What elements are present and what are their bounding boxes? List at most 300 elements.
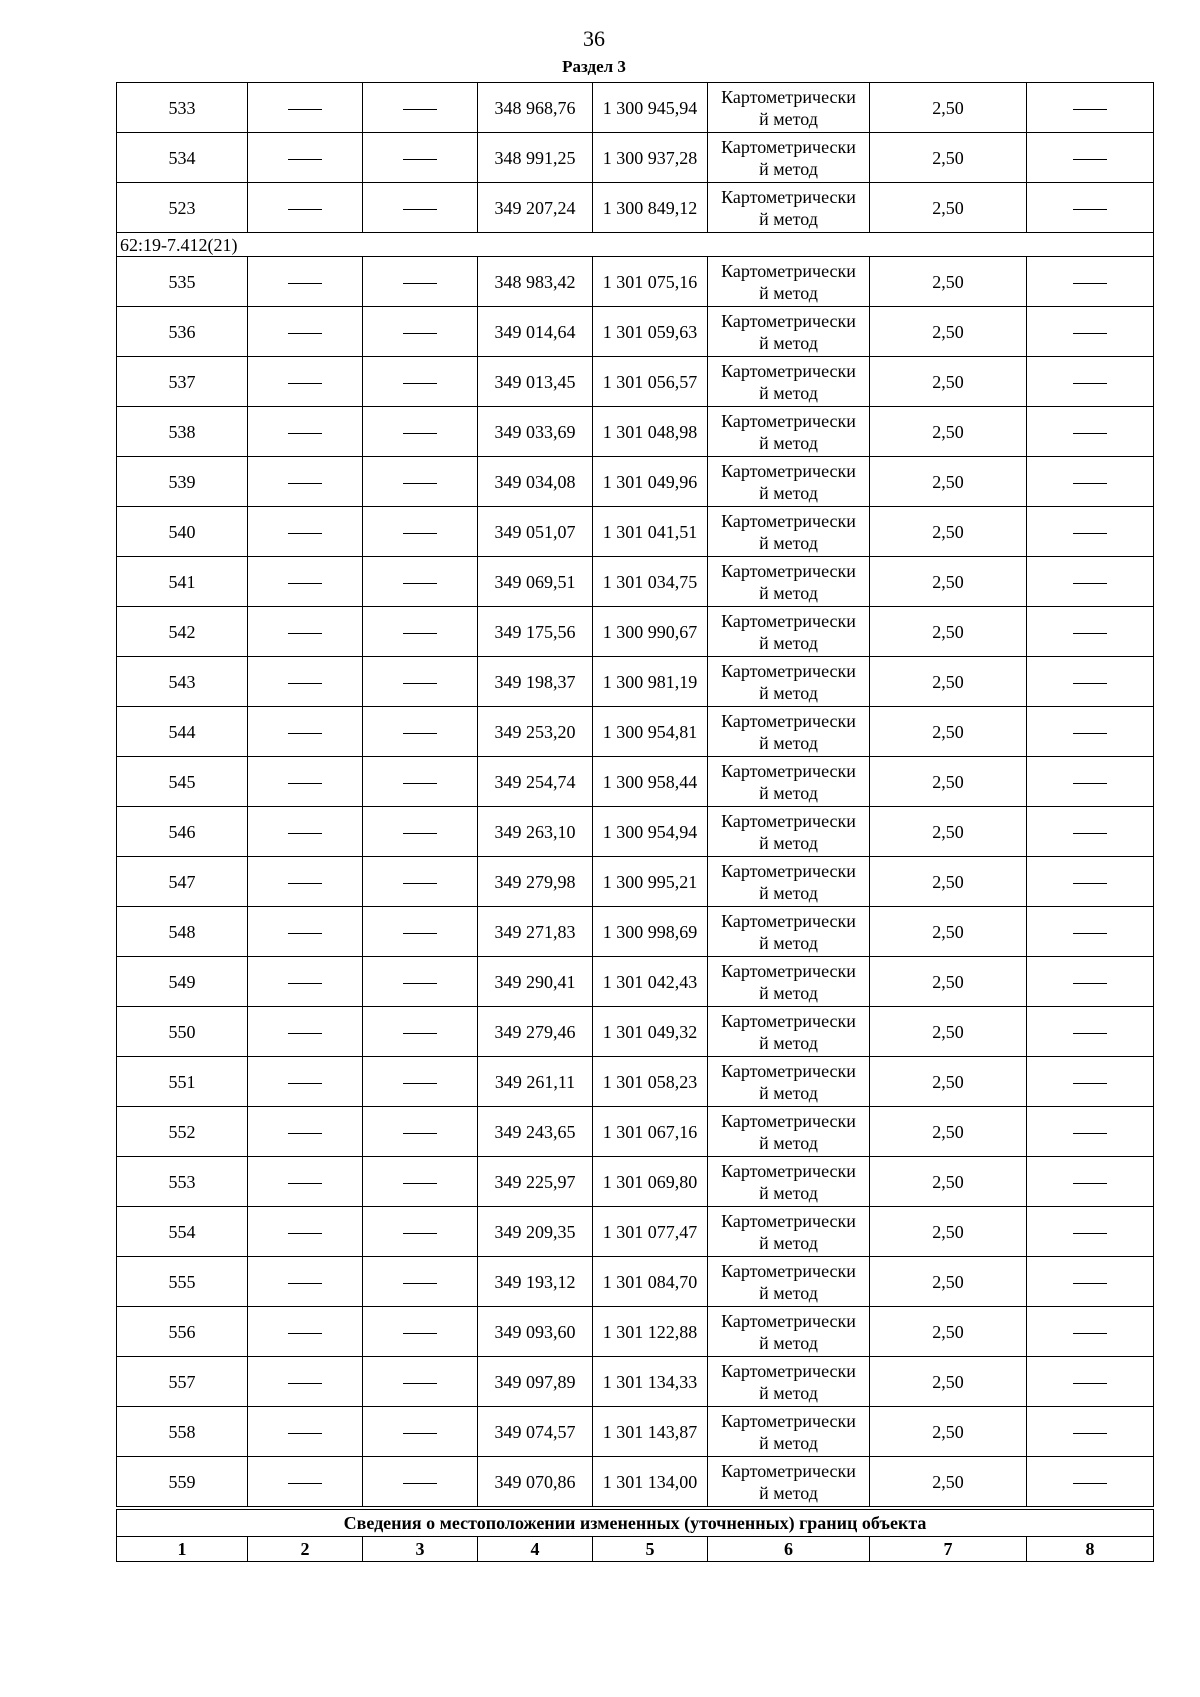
point-number-cell: 544 — [117, 707, 248, 757]
dash-mark — [288, 783, 322, 784]
x-coordinate-cell: 349 193,12 — [478, 1257, 593, 1307]
method-line-2: й метод — [759, 832, 818, 853]
old-x-cell — [248, 557, 363, 607]
method-line-2: й метод — [759, 282, 818, 303]
y-coordinate-cell: 1 301 134,33 — [593, 1357, 708, 1407]
point-number-cell: 546 — [117, 807, 248, 857]
description-cell — [1027, 907, 1154, 957]
description-cell — [1027, 607, 1154, 657]
dash-mark — [1073, 1283, 1107, 1284]
old-x-cell — [248, 1457, 363, 1509]
accuracy-cell: 2,50 — [870, 1407, 1027, 1457]
method-line-2: й метод — [759, 1382, 818, 1403]
method-line-1: Картометрически — [721, 136, 856, 157]
method-cell — [708, 1207, 870, 1257]
dash-mark — [403, 1333, 437, 1334]
dash-mark — [1073, 1033, 1107, 1034]
accuracy-cell: 2,50 — [870, 1107, 1027, 1157]
point-number-cell: 533 — [117, 83, 248, 133]
dash-mark — [1073, 1383, 1107, 1384]
method-line-1: Картометрически — [721, 186, 856, 207]
old-y-cell — [363, 357, 478, 407]
method-line-2: й метод — [759, 732, 818, 753]
dash-mark — [288, 483, 322, 484]
section-title: Раздел 3 — [562, 57, 626, 76]
x-coordinate-cell: 348 991,25 — [478, 133, 593, 183]
point-number-cell: 540 — [117, 507, 248, 557]
point-number-cell: 558 — [117, 1407, 248, 1457]
old-y-cell — [363, 657, 478, 707]
method-line-2: й метод — [759, 208, 818, 229]
dash-mark — [288, 1383, 322, 1384]
accuracy-cell: 2,50 — [870, 1457, 1027, 1509]
dash-mark — [1073, 1433, 1107, 1434]
description-cell — [1027, 557, 1154, 607]
dash-mark — [288, 933, 322, 934]
point-number-cell: 542 — [117, 607, 248, 657]
old-x-cell — [248, 183, 363, 233]
dash-mark — [403, 1033, 437, 1034]
method-cell — [708, 83, 870, 133]
point-number-cell: 549 — [117, 957, 248, 1007]
dash-mark — [288, 1483, 322, 1484]
dash-mark — [403, 833, 437, 834]
dash-mark — [403, 159, 437, 160]
method-line-2: й метод — [759, 1432, 818, 1453]
accuracy-cell: 2,50 — [870, 607, 1027, 657]
y-coordinate-cell: 1 301 042,43 — [593, 957, 708, 1007]
description-cell — [1027, 507, 1154, 557]
old-x-cell — [248, 257, 363, 307]
table-row — [117, 907, 1154, 957]
table-row — [117, 557, 1154, 607]
method-cell — [708, 757, 870, 807]
table-row — [117, 407, 1154, 457]
old-y-cell — [363, 1107, 478, 1157]
x-coordinate-cell: 349 261,11 — [478, 1057, 593, 1107]
description-cell — [1027, 357, 1154, 407]
table-row — [117, 1257, 1154, 1307]
point-number-cell: 550 — [117, 1007, 248, 1057]
old-y-cell — [363, 957, 478, 1007]
y-coordinate-cell: 1 300 954,81 — [593, 707, 708, 757]
method-cell — [708, 1107, 870, 1157]
y-coordinate-cell: 1 300 995,21 — [593, 857, 708, 907]
method-line-2: й метод — [759, 432, 818, 453]
method-cell — [708, 133, 870, 183]
dash-mark — [288, 583, 322, 584]
dash-mark — [288, 1033, 322, 1034]
dash-mark — [1073, 383, 1107, 384]
x-coordinate-cell: 349 069,51 — [478, 557, 593, 607]
old-y-cell — [363, 807, 478, 857]
dash-mark — [403, 733, 437, 734]
method-line-1: Картометрически — [721, 1410, 856, 1431]
old-x-cell — [248, 1207, 363, 1257]
method-line-1: Картометрически — [721, 560, 856, 581]
point-number-cell: 551 — [117, 1057, 248, 1107]
dash-mark — [1073, 1133, 1107, 1134]
dash-mark — [288, 733, 322, 734]
dash-mark — [288, 633, 322, 634]
accuracy-cell: 2,50 — [870, 257, 1027, 307]
column-number-cell: 2 — [248, 1537, 363, 1562]
method-line-2: й метод — [759, 982, 818, 1003]
old-y-cell — [363, 1007, 478, 1057]
method-line-1: Картометрически — [721, 710, 856, 731]
dash-mark — [403, 1133, 437, 1134]
table-row — [117, 757, 1154, 807]
description-cell — [1027, 957, 1154, 1007]
dash-mark — [1073, 1083, 1107, 1084]
old-y-cell — [363, 83, 478, 133]
group-label: 62:19-7.412(21) — [117, 233, 1154, 257]
method-cell — [708, 807, 870, 857]
old-x-cell — [248, 807, 363, 857]
y-coordinate-cell: 1 301 049,96 — [593, 457, 708, 507]
table-row — [117, 807, 1154, 857]
x-coordinate-cell: 349 243,65 — [478, 1107, 593, 1157]
accuracy-cell: 2,50 — [870, 357, 1027, 407]
y-coordinate-cell: 1 300 937,28 — [593, 133, 708, 183]
old-y-cell — [363, 757, 478, 807]
y-coordinate-cell: 1 301 058,23 — [593, 1057, 708, 1107]
table-row — [117, 1357, 1154, 1407]
old-y-cell — [363, 1157, 478, 1207]
point-number-cell: 559 — [117, 1457, 248, 1509]
dash-mark — [403, 933, 437, 934]
dash-mark — [288, 683, 322, 684]
dash-mark — [1073, 1483, 1107, 1484]
accuracy-cell: 2,50 — [870, 457, 1027, 507]
point-number-cell: 552 — [117, 1107, 248, 1157]
rows-before-group — [117, 83, 1154, 233]
method-line-1: Картометрически — [721, 1110, 856, 1131]
y-coordinate-cell: 1 301 034,75 — [593, 557, 708, 607]
method-line-1: Картометрически — [721, 1460, 856, 1481]
dash-mark — [403, 1083, 437, 1084]
method-line-1: Картометрически — [721, 610, 856, 631]
dash-mark — [288, 1233, 322, 1234]
method-cell — [708, 857, 870, 907]
old-x-cell — [248, 357, 363, 407]
method-line-2: й метод — [759, 332, 818, 353]
point-number-cell: 556 — [117, 1307, 248, 1357]
page-number: 36 — [583, 26, 605, 51]
method-line-1: Картометрически — [721, 86, 856, 107]
old-y-cell — [363, 407, 478, 457]
x-coordinate-cell: 349 013,45 — [478, 357, 593, 407]
dash-mark — [403, 883, 437, 884]
description-cell — [1027, 807, 1154, 857]
method-line-2: й метод — [759, 1332, 818, 1353]
old-x-cell — [248, 1407, 363, 1457]
accuracy-cell: 2,50 — [870, 507, 1027, 557]
table-row — [117, 307, 1154, 357]
dash-mark — [403, 109, 437, 110]
accuracy-cell: 2,50 — [870, 657, 1027, 707]
method-line-2: й метод — [759, 782, 818, 803]
accuracy-cell: 2,50 — [870, 1257, 1027, 1307]
method-cell — [708, 1457, 870, 1509]
point-number-cell: 543 — [117, 657, 248, 707]
method-line-1: Картометрически — [721, 860, 856, 881]
method-line-1: Картометрически — [721, 1010, 856, 1031]
method-line-1: Картометрически — [721, 260, 856, 281]
old-y-cell — [363, 707, 478, 757]
description-cell — [1027, 1207, 1154, 1257]
table-row — [117, 357, 1154, 407]
point-number-cell: 537 — [117, 357, 248, 407]
method-line-2: й метод — [759, 932, 818, 953]
table-row — [117, 1407, 1154, 1457]
column-number-cell: 3 — [363, 1537, 478, 1562]
method-cell — [708, 1307, 870, 1357]
table-row — [117, 507, 1154, 557]
accuracy-cell: 2,50 — [870, 1007, 1027, 1057]
dash-mark — [1073, 583, 1107, 584]
description-cell — [1027, 1007, 1154, 1057]
accuracy-cell: 2,50 — [870, 183, 1027, 233]
old-x-cell — [248, 1107, 363, 1157]
accuracy-cell: 2,50 — [870, 957, 1027, 1007]
accuracy-cell: 2,50 — [870, 707, 1027, 757]
y-coordinate-cell: 1 301 084,70 — [593, 1257, 708, 1307]
dash-mark — [403, 633, 437, 634]
table-row — [117, 457, 1154, 507]
dash-mark — [1073, 1333, 1107, 1334]
dash-mark — [1073, 933, 1107, 934]
table-row — [117, 1457, 1154, 1509]
x-coordinate-cell: 348 968,76 — [478, 83, 593, 133]
dash-mark — [1073, 283, 1107, 284]
description-cell — [1027, 857, 1154, 907]
method-line-2: й метод — [759, 1182, 818, 1203]
old-x-cell — [248, 657, 363, 707]
dash-mark — [1073, 533, 1107, 534]
description-cell — [1027, 1407, 1154, 1457]
y-coordinate-cell: 1 300 981,19 — [593, 657, 708, 707]
method-line-1: Картометрически — [721, 660, 856, 681]
method-cell — [708, 1007, 870, 1057]
old-y-cell — [363, 857, 478, 907]
old-y-cell — [363, 1357, 478, 1407]
dash-mark — [288, 159, 322, 160]
y-coordinate-cell: 1 301 122,88 — [593, 1307, 708, 1357]
old-x-cell — [248, 507, 363, 557]
column-number-cell: 5 — [593, 1537, 708, 1562]
old-y-cell — [363, 183, 478, 233]
accuracy-cell: 2,50 — [870, 1357, 1027, 1407]
x-coordinate-cell: 349 209,35 — [478, 1207, 593, 1257]
old-x-cell — [248, 83, 363, 133]
old-x-cell — [248, 457, 363, 507]
description-cell — [1027, 657, 1154, 707]
method-line-2: й метод — [759, 382, 818, 403]
old-y-cell — [363, 133, 478, 183]
description-cell — [1027, 1257, 1154, 1307]
dash-mark — [1073, 983, 1107, 984]
accuracy-cell: 2,50 — [870, 807, 1027, 857]
old-x-cell — [248, 957, 363, 1007]
method-cell — [708, 1257, 870, 1307]
description-cell — [1027, 83, 1154, 133]
method-line-2: й метод — [759, 882, 818, 903]
old-y-cell — [363, 1307, 478, 1357]
method-cell — [708, 183, 870, 233]
method-line-2: й метод — [759, 682, 818, 703]
x-coordinate-cell: 349 175,56 — [478, 607, 593, 657]
y-coordinate-cell: 1 301 041,51 — [593, 507, 708, 557]
method-cell — [708, 457, 870, 507]
old-y-cell — [363, 1457, 478, 1509]
method-line-2: й метод — [759, 158, 818, 179]
table-row — [117, 1057, 1154, 1107]
y-coordinate-cell: 1 300 958,44 — [593, 757, 708, 807]
description-cell — [1027, 1057, 1154, 1107]
accuracy-cell: 2,50 — [870, 857, 1027, 907]
old-x-cell — [248, 1057, 363, 1107]
column-number-cell: 7 — [870, 1537, 1027, 1562]
method-cell — [708, 407, 870, 457]
description-cell — [1027, 407, 1154, 457]
dash-mark — [288, 383, 322, 384]
point-number-cell: 547 — [117, 857, 248, 907]
x-coordinate-cell: 349 253,20 — [478, 707, 593, 757]
x-coordinate-cell: 349 033,69 — [478, 407, 593, 457]
method-line-1: Картометрически — [721, 510, 856, 531]
method-cell — [708, 257, 870, 307]
method-line-1: Картометрически — [721, 360, 856, 381]
old-y-cell — [363, 1207, 478, 1257]
table-row — [117, 657, 1154, 707]
accuracy-cell: 2,50 — [870, 1207, 1027, 1257]
y-coordinate-cell: 1 300 945,94 — [593, 83, 708, 133]
table-row — [117, 1157, 1154, 1207]
dash-mark — [1073, 483, 1107, 484]
x-coordinate-cell: 349 279,98 — [478, 857, 593, 907]
dash-mark — [1073, 683, 1107, 684]
dash-mark — [1073, 109, 1107, 110]
x-coordinate-cell: 349 207,24 — [478, 183, 593, 233]
point-number-cell: 545 — [117, 757, 248, 807]
method-line-2: й метод — [759, 1482, 818, 1503]
accuracy-cell: 2,50 — [870, 1307, 1027, 1357]
column-number-cell: 4 — [478, 1537, 593, 1562]
coordinates-table — [116, 82, 1154, 1562]
x-coordinate-cell: 349 271,83 — [478, 907, 593, 957]
method-line-1: Картометрически — [721, 760, 856, 781]
method-cell — [708, 657, 870, 707]
dash-mark — [288, 983, 322, 984]
x-coordinate-cell: 349 198,37 — [478, 657, 593, 707]
y-coordinate-cell: 1 300 998,69 — [593, 907, 708, 957]
dash-mark — [1073, 159, 1107, 160]
old-y-cell — [363, 907, 478, 957]
method-line-1: Картометрически — [721, 1060, 856, 1081]
dash-mark — [1073, 833, 1107, 834]
old-x-cell — [248, 407, 363, 457]
table-row — [117, 1207, 1154, 1257]
old-y-cell — [363, 557, 478, 607]
method-cell — [708, 607, 870, 657]
x-coordinate-cell: 349 070,86 — [478, 1457, 593, 1509]
old-x-cell — [248, 757, 363, 807]
x-coordinate-cell: 349 074,57 — [478, 1407, 593, 1457]
description-cell — [1027, 707, 1154, 757]
dash-mark — [1073, 333, 1107, 334]
point-number-cell: 553 — [117, 1157, 248, 1207]
point-number-cell: 536 — [117, 307, 248, 357]
dash-mark — [403, 783, 437, 784]
column-number-cell: 6 — [708, 1537, 870, 1562]
old-y-cell — [363, 307, 478, 357]
method-line-1: Картометрически — [721, 1210, 856, 1231]
x-coordinate-cell: 349 263,10 — [478, 807, 593, 857]
table-row — [117, 707, 1154, 757]
group-header — [117, 233, 1154, 257]
old-x-cell — [248, 307, 363, 357]
description-cell — [1027, 257, 1154, 307]
y-coordinate-cell: 1 300 954,94 — [593, 807, 708, 857]
dash-mark — [403, 433, 437, 434]
x-coordinate-cell: 349 093,60 — [478, 1307, 593, 1357]
dash-mark — [403, 1283, 437, 1284]
old-x-cell — [248, 607, 363, 657]
dash-mark — [403, 583, 437, 584]
column-numbers-row — [117, 1537, 1154, 1562]
old-x-cell — [248, 707, 363, 757]
x-coordinate-cell: 349 014,64 — [478, 307, 593, 357]
table-row — [117, 607, 1154, 657]
x-coordinate-cell: 349 097,89 — [478, 1357, 593, 1407]
old-x-cell — [248, 133, 363, 183]
dash-mark — [403, 983, 437, 984]
x-coordinate-cell: 349 254,74 — [478, 757, 593, 807]
dash-mark — [1073, 433, 1107, 434]
method-line-1: Картометрически — [721, 960, 856, 981]
y-coordinate-cell: 1 301 059,63 — [593, 307, 708, 357]
dash-mark — [1073, 883, 1107, 884]
method-line-2: й метод — [759, 108, 818, 129]
old-x-cell — [248, 857, 363, 907]
method-line-2: й метод — [759, 632, 818, 653]
method-cell — [708, 957, 870, 1007]
y-coordinate-cell: 1 300 990,67 — [593, 607, 708, 657]
column-number-cell: 1 — [117, 1537, 248, 1562]
dash-mark — [288, 433, 322, 434]
old-y-cell — [363, 257, 478, 307]
point-number-cell: 548 — [117, 907, 248, 957]
accuracy-cell: 2,50 — [870, 1057, 1027, 1107]
method-cell — [708, 1357, 870, 1407]
dash-mark — [403, 1433, 437, 1434]
dash-mark — [288, 1433, 322, 1434]
dash-mark — [403, 1383, 437, 1384]
dash-mark — [403, 283, 437, 284]
method-line-2: й метод — [759, 1232, 818, 1253]
old-x-cell — [248, 1257, 363, 1307]
x-coordinate-cell: 349 225,97 — [478, 1157, 593, 1207]
dash-mark — [1073, 209, 1107, 210]
dash-mark — [403, 333, 437, 334]
y-coordinate-cell: 1 301 143,87 — [593, 1407, 708, 1457]
column-number-cell: 8 — [1027, 1537, 1154, 1562]
old-y-cell — [363, 1407, 478, 1457]
description-cell — [1027, 183, 1154, 233]
x-coordinate-cell: 348 983,42 — [478, 257, 593, 307]
method-cell — [708, 907, 870, 957]
